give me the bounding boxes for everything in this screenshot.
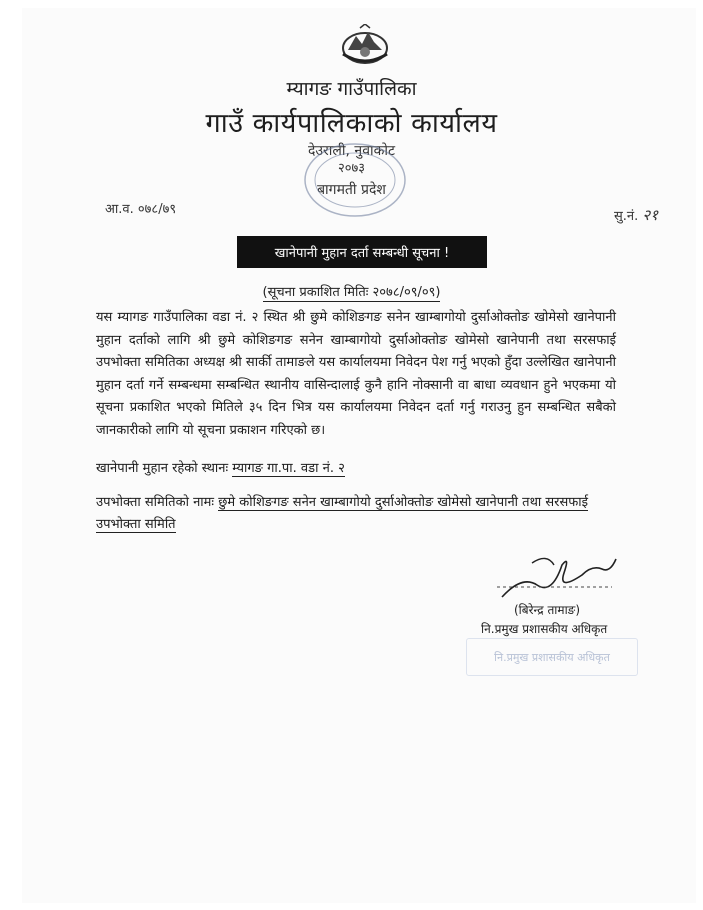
office-title: गाउँ कार्यपालिकाको कार्यालय	[205, 108, 498, 139]
committee-name	[96, 492, 636, 536]
address-district: देउराली, नुवाकोट	[307, 143, 396, 159]
notice-title: खानेपानी मुहान दर्ता सम्बन्धी सूचना !	[274, 246, 450, 261]
reference-label: सु.नं.	[614, 209, 639, 224]
publication-date-text: (सूचना प्रकाशित मितिः २०७८/०९/०९)	[262, 285, 441, 300]
location-label: खानेपानी मुहान रहेको स्थानः	[96, 461, 229, 476]
signatory-title: नि.प्रमुख प्रशासकीय अधिकृत	[481, 622, 608, 636]
faded-official-stamp	[466, 638, 638, 676]
notice-body: यस म्यागङ गाउँपालिका वडा नं. २ स्थित श्री छुमे कोशिङगङ सनेन खाम्बागोयो दुर्साओक्तोङ खोमेसो खानेपानी मुहान दर्ताको लागि श्री छुमे कोशिङगङ सनेन खाम्बागोयो दुर्साओक्तोङ खोमेसो खानेपानी तथा सरसफाई उपभोक्ता समितिका अध्यक्ष श्री सार्की तामाङले यस कार्यालयमा निवेदन पेश गर्नु भएको हुँदा उल्लेखित खानेपानी मुहान दर्ता गर्ने सम्बन्धमा सम्बन्धित स्थानीय वासिन्दालाई कुनै हानि नोक्सानी वा बाधा व्यवधान हुने भएकमा यो सूचना प्रकाशित भएको मितिले ३५ दिन भित्र यस कार्यालयमा निवेदन दर्ता गर्नु गराउनु हुन सम्बन्धित सबैको जानकारीको लागि यो सूचना प्रकाशन गरिएको छ।	[96, 310, 616, 438]
reference-value: २१	[642, 206, 659, 224]
committee-label: उपभोक्ता समितिको नामः	[96, 495, 215, 510]
committee-value: छुमे कोशिङगङ सनेन खाम्बागोयो दुर्साओक्तोङ खोमेसो खानेपानी तथा सरसफाई उपभोक्ता समिति	[96, 495, 589, 532]
nepal-emblem-icon	[340, 24, 390, 66]
address-year: २०७३	[337, 161, 366, 176]
handwritten-signature-icon	[492, 545, 622, 605]
fiscal-year: आ.व. ०७८/७९	[105, 202, 177, 217]
source-location	[96, 458, 345, 476]
municipality-name: म्यागङ गाउँपालिका	[286, 78, 417, 100]
reference-number	[614, 205, 658, 225]
location-value: म्यागङ गा.पा. वडा नं. २	[232, 461, 345, 476]
address-province: बागमती प्रदेश	[317, 182, 386, 198]
signatory-name: (बिरेन्द्र तामाङ)	[514, 603, 581, 617]
stamp-text: नि.प्रमुख प्रशासकीय अधिकृत	[494, 650, 610, 664]
round-seal-icon	[300, 140, 410, 220]
notice-title-box	[237, 236, 487, 268]
publication-date	[0, 282, 703, 300]
